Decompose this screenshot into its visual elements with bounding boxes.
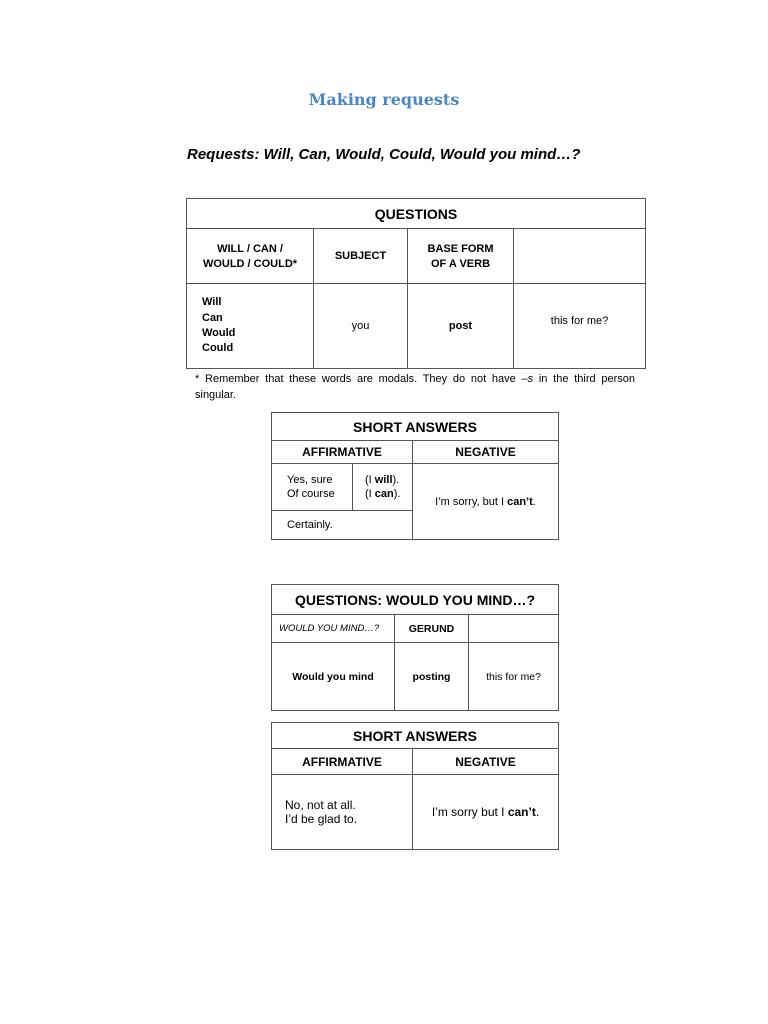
questions-heading: QUESTIONS [187,199,646,229]
modals-cell [187,284,314,369]
negative-header: NEGATIVE [413,749,559,775]
short-form-text: (I [365,474,375,486]
negative-text: I’m sorry but I [431,805,508,819]
negative-answer-cell [413,464,559,540]
short-form-text: (I [365,488,375,500]
short-answers-heading: SHORT ANSWERS [272,723,559,749]
affirmative-phrases-cell [272,464,353,511]
subject-column-header: SUBJECT [314,229,408,284]
affirmative-header: AFFIRMATIVE [272,749,413,775]
short-form-modal: can [374,488,394,500]
short-form-can [365,487,412,501]
negative-end: . [532,495,536,508]
affirmative-phrase: Yes, sure [287,474,333,486]
note-text: * Remember that these words are modals. They do not have – [195,373,528,385]
negative-answer-cell [413,775,559,850]
affirmative-phrase: Of course [287,488,335,500]
questions-table [186,198,646,369]
certainly-cell: Certainly. [272,511,413,540]
would-you-mind-table [271,584,559,711]
rest-cell: this for me? [514,284,646,369]
short-answers-heading: SHORT ANSWERS [272,413,559,441]
verb-column-header [408,229,514,284]
short-form-text: ). [392,474,400,486]
gerund-cell: posting [395,643,469,711]
page-subtitle: Requests: Will, Can, Would, Could, Would you mind…? [187,146,581,163]
verb-cell: post [408,284,514,369]
modal-header-line2: WOULD / COULD* [202,257,298,270]
rest-column-header [469,615,559,643]
affirmative-phrase: No, not at all. [285,798,356,812]
page-title: Making requests [308,90,460,109]
negative-header: NEGATIVE [413,441,559,464]
mind-column-header: WOULD YOU MIND…? [272,615,395,643]
modal-item: Will [202,296,222,309]
affirmative-phrase: I’d be glad to. [285,812,358,826]
short-answers-table [271,412,559,540]
negative-modal: can’t [507,805,536,819]
rest-column-header [514,229,646,284]
affirmative-answer-cell [272,775,413,850]
negative-modal: can’t [507,495,533,508]
short-answers-table-2 [271,722,559,850]
verb-header-line2: OF A VERB [430,257,491,270]
modal-header-line1: WILL / CAN / [217,242,283,255]
verb-header-line1: BASE FORM [427,242,494,255]
short-form-will [365,473,412,487]
modal-item: Would [202,327,236,339]
modal-note [195,372,635,403]
short-form-text: ). [393,488,401,500]
modal-item: Could [202,342,234,355]
modal-item: Can [202,311,223,324]
short-form-modal: will [374,474,393,486]
mind-phrase-cell: Would you mind [272,643,395,711]
note-emphasis: s [527,373,534,385]
negative-text: I’m sorry, but I [435,495,508,508]
short-form-cell [353,464,413,511]
negative-end: . [535,805,540,819]
affirmative-header: AFFIRMATIVE [272,441,413,464]
rest-cell: this for me? [469,643,559,711]
note-text-end: in the third person singular. [195,373,635,401]
gerund-column-header: GERUND [395,615,469,643]
would-you-mind-heading: QUESTIONS: WOULD YOU MIND…? [272,585,559,615]
subject-cell: you [314,284,408,369]
modal-column-header [187,229,314,284]
